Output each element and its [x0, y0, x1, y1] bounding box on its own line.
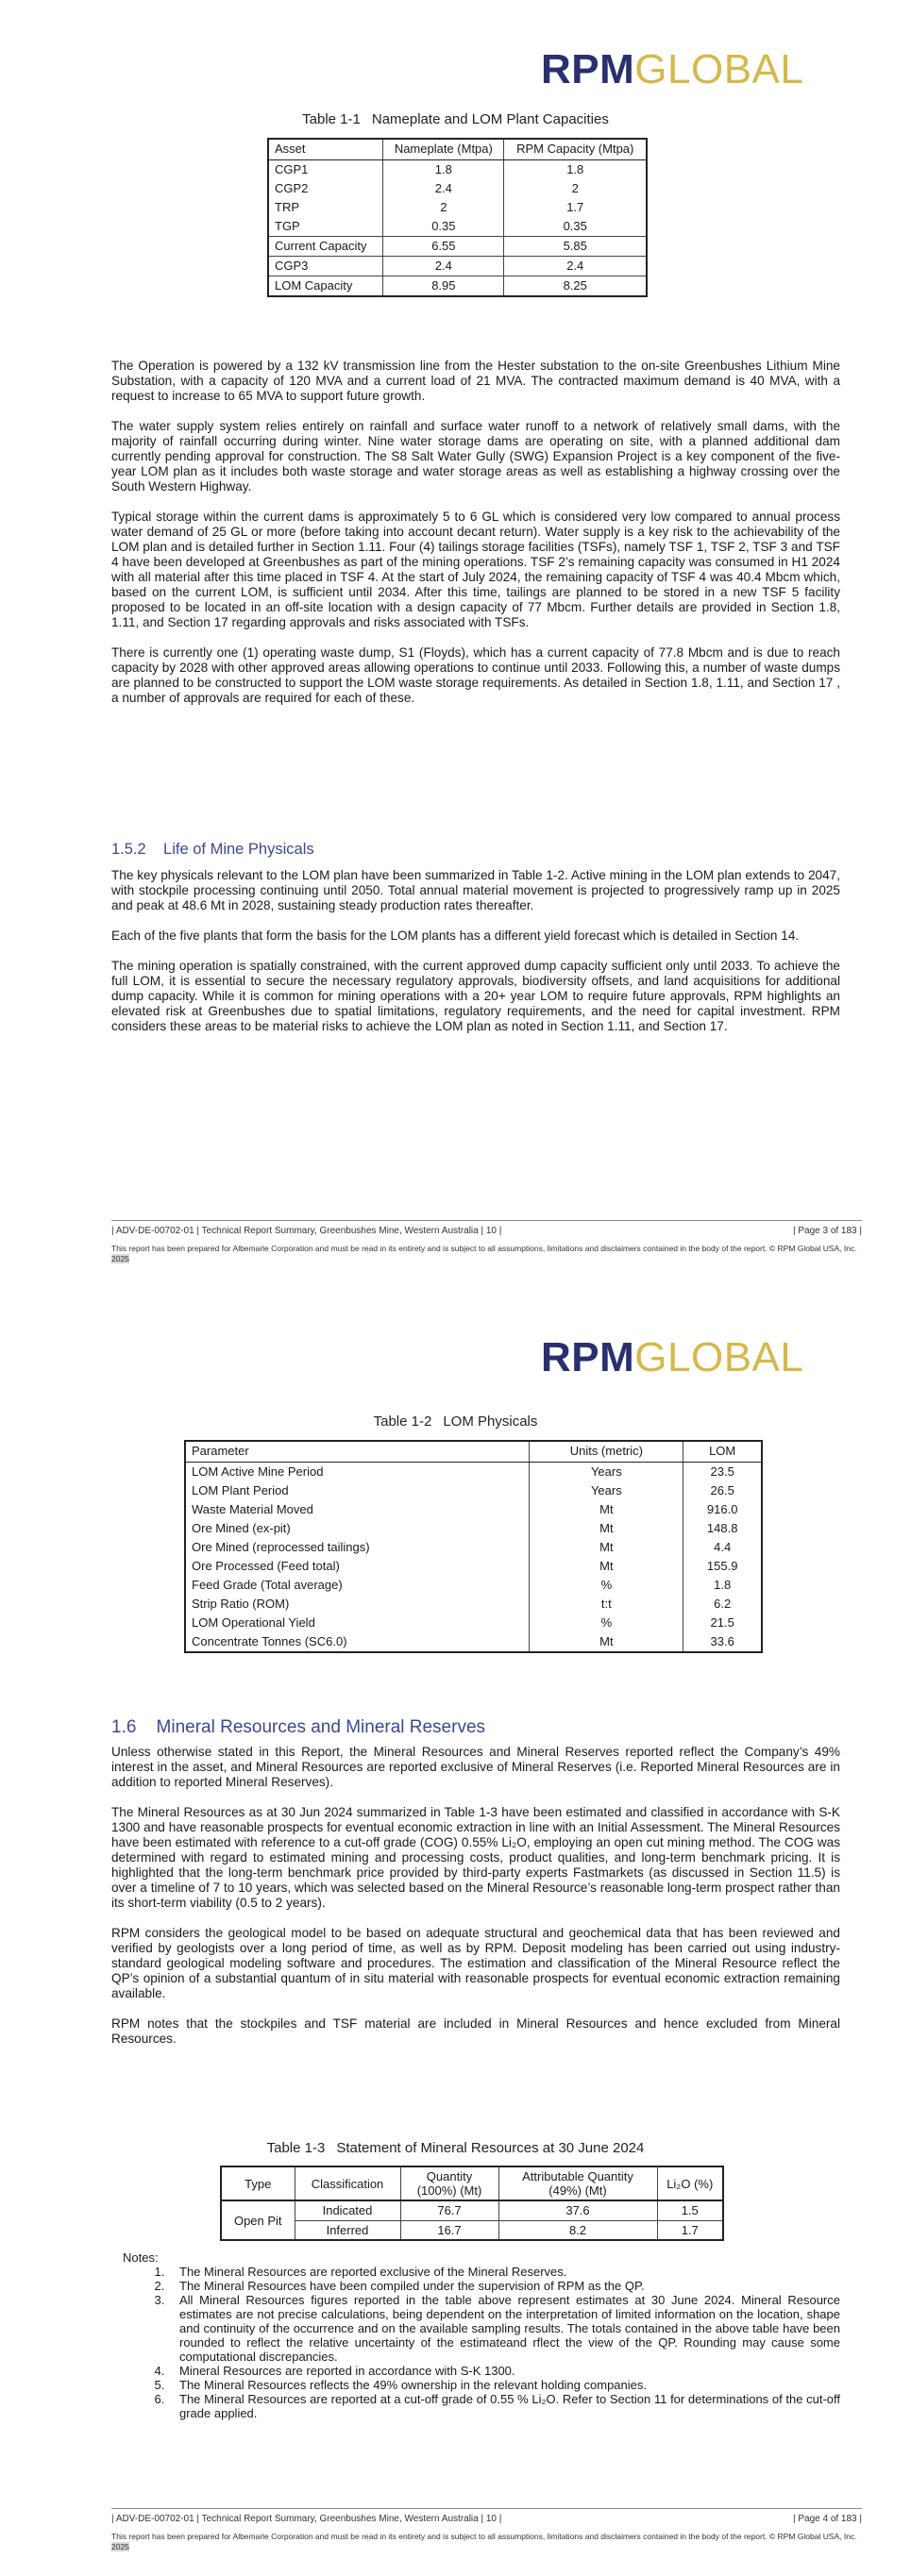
table-cell: Strip Ratio (ROM)	[192, 1596, 290, 1611]
column-header: Asset	[268, 139, 383, 159]
table-cell: Ore Mined (reprocessed tailings)	[192, 1539, 370, 1554]
table-cell: t:t	[530, 1595, 683, 1614]
nameplate-capacity-table	[267, 138, 648, 297]
table-cell: 1.7	[504, 198, 647, 217]
table-row: Open Pit Indicated 76.7 37.6 1.5	[221, 2200, 723, 2220]
paragraph: Unless otherwise stated in this Report, the Mineral Resources and Mineral Reserves reported reflect the Company’s 49% interest in the asset, and Mineral Resources are reported exclusive of Mineral Reserves (i.e. Reported Mineral Resources are in addition to reported Mineral Reserves).	[111, 1745, 840, 1789]
section-heading-1-6: 1.6 Mineral Resources and Mineral Reserves	[111, 1717, 486, 1737]
paragraph: The Operation is powered by a 132 kV transmission line from the Hester substation to the on-site Greenbushes Lithium Mine Substation, with a capacity of 120 MVA and a current load of 21 MVA. The contracted maximum demand is 40 MVA, with a request to increase to 65 MVA to support future growth.	[111, 359, 840, 403]
table-cell: Mt	[530, 1519, 683, 1538]
table-row	[185, 1576, 762, 1595]
page3-body-2	[111, 868, 840, 1049]
table-cell: 1.8	[383, 159, 504, 179]
table-cell: 2	[504, 179, 647, 198]
page4-body	[111, 1745, 840, 2062]
note-item: 4. Mineral Resources are reported in accordance with S-K 1300.	[168, 2364, 840, 2378]
table-cell: 5.85	[504, 236, 647, 256]
paragraph: RPM considers the geological model to be based on adequate structural and geochemical data that has been reviewed and verified by geologists over a long period of time, as well as by RPM. Deposit modeling has been carried out using industry-standard geological modeling software and procedures. The estimation and classification of the Mineral Resource reflect the QP’s opinion of a substantial quantum of in situ material with reasonable prospects for eventual economic extraction remaining available.	[111, 1926, 840, 2000]
table-cell: Ore Processed (Feed total)	[192, 1558, 340, 1573]
column-header: Units (metric)	[530, 1441, 683, 1462]
table-cell: 0.35	[383, 217, 504, 237]
note-item: 3. All Mineral Resources figures reported in the table above represent estimates at 30 June 2024. Mineral Resource estimates are not precise calculations, being dependent on the interpretation of limited information on the location, shape and continuity of the occurrence and on the available sampling results. The totals contained in the above table have been rounded to reflect the relative uncertainty of the estimateand rflect the view of the QP. Rounding may cause some computational discrepancies.	[168, 2293, 840, 2364]
table-cell: Mt	[530, 1632, 683, 1652]
table-row	[185, 1519, 762, 1538]
table-row	[268, 198, 647, 217]
table-row	[185, 1538, 762, 1557]
table-cell: CGP1	[275, 161, 309, 176]
footer-divider	[111, 1220, 862, 1221]
table-row	[185, 1557, 762, 1576]
table-cell: LOM Operational Yield	[192, 1614, 315, 1630]
table-cell: %	[530, 1614, 683, 1632]
paragraph: The mining operation is spatially constrained, with the current approved dump capacity sufficient only until 2033. To achieve the full LOM, it is essential to secure the necessary regulatory approvals, biodiversity offsets, and land acquisitions for additional dump capacity. While it is common for mining operations with a 20+ year LOM to require future approvals, RPM highlights an elevated risk at Greenbushes due to spatial limitations, regulatory requirements, and the need for capital investment. RPM considers these areas to be material risks to achieve the LOM plan as noted in Section 1.11, and Section 17.	[111, 959, 840, 1033]
paragraph: RPM notes that the stockpiles and TSF material are included in Mineral Resources and hence excluded from Mineral Resources.	[111, 2016, 840, 2046]
table-cell: Years	[530, 1462, 683, 1481]
table-cell: Mt	[530, 1557, 683, 1576]
table-row	[185, 1462, 762, 1481]
column-header: Nameplate (Mtpa)	[383, 139, 504, 159]
col-quantity: Quantity (100%) (Mt)	[400, 2166, 498, 2200]
table-cell: Years	[530, 1481, 683, 1500]
column-header: Parameter	[185, 1441, 530, 1462]
note-item: 5. The Mineral Resources reflects the 49% ownership in the relevant holding companies.	[168, 2378, 840, 2392]
table-notes: Notes: 1. The Mineral Resources are reported exclusive of the Mineral Reserves. 2. The Mineral Resources have been compiled under the supervision of RPM as the QP. 3. All Mineral Resources figures reported in the table above represent estimates at 30 June 2024. Mineral Resource estimates are not precise calculations, being dependent on the interpretation of limited information on the location, shape and continuity of the occurrence and on the available sampling results. The totals contained in the above table have been rounded to reflect the relative uncertainty of the estimateand rflect the view of the QP. Rounding may cause some computational discrepancies. 4. Mineral Resources are reported in accordance with S-K 1300. 5. The Mineral Resources reflects the 49% ownership in the relevant holding companies. 6. The Mineral Resources are reported at a cut-off grade of 0.55 % Li₂O. Refer to Section 11 for determinations of the cut-off grade applied.	[123, 2250, 840, 2420]
footer-divider	[111, 2508, 862, 2509]
table-cell: 1.8	[504, 159, 647, 179]
table-cell: Concentrate Tonnes (SC6.0)	[192, 1633, 347, 1648]
note-item: 2. The Mineral Resources have been compiled under the supervision of RPM as the QP.	[168, 2279, 840, 2293]
disclaimer: This report has been prepared for Albemarle Corporation and must be read in its entirety and is subject to all assumptions, limitations and disclaimers contained in the body of the report. © RPM Global USA, Inc. 2025	[111, 1244, 857, 1263]
table-cell: Mt	[530, 1538, 683, 1557]
table-cell: 2.4	[504, 256, 647, 276]
table-1-2-caption: Table 1-2 LOM Physicals	[373, 1413, 538, 1430]
table-cell: 2.4	[383, 256, 504, 276]
table-cell: 148.8	[683, 1519, 762, 1538]
mineral-resources-table	[220, 2166, 724, 2241]
table-cell: Mt	[530, 1500, 683, 1519]
note-item: 1. The Mineral Resources are reported exclusive of the Mineral Reserves.	[168, 2265, 840, 2279]
rpm-global-logo: RPMGLOBAL	[541, 1334, 804, 1380]
paragraph: The key physicals relevant to the LOM plan have been summarized in Table 1-2. Active mining in the LOM plan extends to 2047, with stockpile processing continuing until 2050. Total annual material movement is projected to progressively ramp up in 2025 and peak at 48.6 Mt in 2028, sustaining steady production rates thereafter.	[111, 868, 840, 912]
table-row	[268, 179, 647, 198]
col-attributable-quantity: Attributable Quantity (49%) (Mt)	[498, 2166, 657, 2200]
table-cell: 916.0	[683, 1500, 762, 1519]
page3-body-1	[111, 359, 840, 721]
column-header: RPM Capacity (Mtpa)	[504, 139, 647, 159]
table-cell: LOM Active Mine Period	[192, 1464, 324, 1479]
table-cell: LOM Capacity	[268, 276, 383, 296]
col-classification: Classification	[295, 2166, 400, 2200]
table-row	[185, 1595, 762, 1614]
table-cell: 26.5	[683, 1481, 762, 1500]
paragraph: The Mineral Resources as at 30 Jun 2024 summarized in Table 1-3 have been estimated and classified in accordance with S-K 1300 and have reasonable prospects for eventual economic extraction in line with an Initial Assessment. The Mineral Resources have been estimated with reference to a cut-off grade (COG) 0.55% Li₂O, employing an open cut mining method. The COG was determined with regard to estimated mining and processing costs, product qualities, and long-term benchmark pricing. It is highlighted that the long-term benchmark price provided by third-party experts Fastmarkets (as discussed in Section 11.5) is over a timeline of 7 to 10 years, which was selected based on the Mineral Resource’s reasonable long-term prospect rather than its short-term viability (0.5 to 2 years).	[111, 1805, 840, 1910]
table-cell: 0.35	[504, 217, 647, 237]
table-cell: 23.5	[683, 1462, 762, 1481]
table-row	[185, 1632, 762, 1652]
paragraph: The water supply system relies entirely on rainfall and surface water runoff to a network of relatively small dams, with the majority of rainfall occurring during winter. Nine water storage dams are operating on site, with a planned additional dam currently pending approval for construction. The S8 Salt Water Gully (SWG) Expansion Project is a key component of the five-year LOM plan as it includes both waste storage and water storage areas as well as establishing a highway crossing over the South Western Highway.	[111, 419, 840, 493]
col-type: Type	[221, 2166, 295, 2200]
table-row	[268, 256, 647, 276]
paragraph: Typical storage within the current dams is approximately 5 to 6 GL which is considered very low compared to annual process water demand of 25 GL or more (before taking into account decant return). Water supply is a key risk to the achievability of the LOM plan and is detailed further in Section 1.11. Four (4) tailings storage facilities (TSFs), namely TSF 1, TSF 2, TSF 3 and TSF 4 have been developed at Greenbushes as part of the mining operations. TSF 2’s remaining capacity was consumed in H1 2024 with all material after this time placed in TSF 4. At the start of July 2024, the remaining capacity of TSF 4 was 40.4 Mbcm which, based on the current LOM, is sufficient until 2034. After this time, tailings are planned to be stored in a new TSF 5 facility proposed to be located in an off-site location with a design capacity of 77 Mbcm. Further details are provided in Section 1.8, 1.11, and Section 17 regarding approvals and risks associated with TSFs.	[111, 510, 840, 629]
type-cell: Open Pit	[221, 2200, 295, 2240]
column-header: LOM	[683, 1441, 762, 1462]
table-cell: 1.8	[683, 1576, 762, 1595]
section-heading-1-5-2: 1.5.2 Life of Mine Physicals	[111, 841, 314, 858]
disclaimer: This report has been prepared for Albemarle Corporation and must be read in its entirety and is subject to all assumptions, limitations and disclaimers contained in the body of the report. © RPM Global USA, Inc. 2025	[111, 2532, 857, 2551]
table-cell: Waste Material Moved	[192, 1501, 313, 1516]
table-row	[268, 159, 647, 179]
table-1-1-caption: Table 1-1 Nameplate and LOM Plant Capacities	[302, 111, 609, 127]
table-cell: TGP	[275, 218, 300, 233]
table-cell: Feed Grade (Total average)	[192, 1577, 343, 1592]
lom-physicals-table	[184, 1440, 763, 1653]
table-cell: 21.5	[683, 1614, 762, 1632]
table-cell: Current Capacity	[268, 236, 383, 256]
table-cell: 8.95	[383, 276, 504, 296]
table-cell: 33.6	[683, 1632, 762, 1652]
page-footer: | ADV-DE-00702-01 | Technical Report Summary, Greenbushes Mine, Western Australia | 10 | | Page 4 of 183 |	[111, 2514, 862, 2524]
table-row	[268, 217, 647, 237]
note-item: 6. The Mineral Resources are reported at a cut-off grade of 0.55 % Li₂O. Refer to Section 11 for determinations of the cut-off grade applied.	[168, 2392, 840, 2420]
table-row	[268, 276, 647, 296]
rpm-global-logo: RPMGLOBAL	[541, 46, 804, 92]
table-cell: Ore Mined (ex-pit)	[192, 1520, 291, 1535]
table-cell: CGP2	[275, 180, 309, 195]
paragraph: Each of the five plants that form the basis for the LOM plants has a different yield forecast which is detailed in Section 14.	[111, 928, 800, 943]
table-cell: 6.2	[683, 1595, 762, 1614]
table-cell: 2.4	[383, 179, 504, 198]
table-cell: 2	[383, 198, 504, 217]
table-cell: TRP	[275, 199, 299, 214]
table-cell: %	[530, 1576, 683, 1595]
table-row	[185, 1481, 762, 1500]
paragraph: There is currently one (1) operating waste dump, S1 (Floyds), which has a current capacity of 77.8 Mbcm and is due to reach capacity by 2028 with other approved areas allowing operations to continue until 2033. Following this, a number of waste dumps are planned to be constructed to support the LOM waste storage requirements. As detailed in Section 1.8, 1.11, and Section 17 , a number of approvals are required for each of these.	[111, 645, 840, 705]
col-li2o: Li₂O (%)	[657, 2166, 723, 2200]
table-row: Inferred 16.7 8.2 1.7	[221, 2220, 723, 2240]
table-cell: LOM Plant Period	[192, 1482, 289, 1497]
table-cell: 155.9	[683, 1557, 762, 1576]
table-row	[185, 1614, 762, 1632]
table-row	[268, 236, 647, 256]
table-cell: 6.55	[383, 236, 504, 256]
table-cell: 4.4	[683, 1538, 762, 1557]
page-footer: | ADV-DE-00702-01 | Technical Report Summary, Greenbushes Mine, Western Australia | 10 | | Page 3 of 183 |	[111, 1226, 862, 1236]
page-4	[0, 1288, 911, 2576]
table-cell: 8.25	[504, 276, 647, 296]
table-cell: CGP3	[268, 256, 383, 276]
table-row	[185, 1500, 762, 1519]
table-1-3-caption: Table 1-3 Statement of Mineral Resources at 30 June 2024	[266, 2140, 645, 2156]
